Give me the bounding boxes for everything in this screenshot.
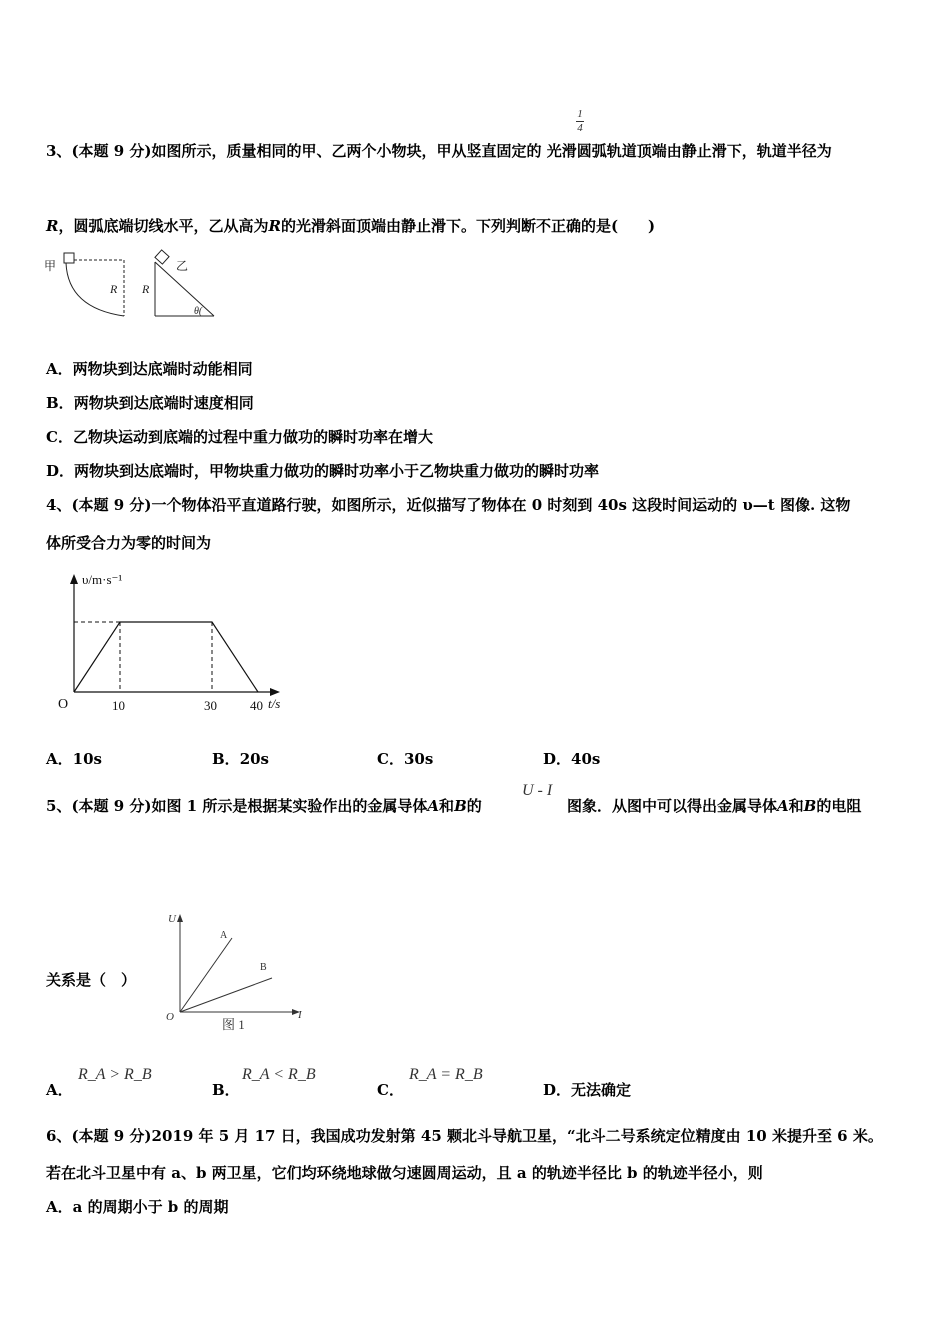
q5-fig-a: A	[220, 930, 228, 941]
q6-line1	[46, 1125, 883, 1146]
q3-text-b: ，圆弧底端切线水平，乙从高为	[58, 217, 269, 235]
q6-option-a-text: a 的周期小于 b 的周期	[72, 1198, 229, 1216]
q5-option-a-math: R_A > R_B	[78, 1066, 152, 1083]
vt-x-tick: 40	[250, 698, 263, 713]
q5-option-c-label: C．	[377, 1081, 404, 1099]
q3-fig-yi: 乙	[176, 259, 189, 273]
q5-option-d-text: 无法确定	[571, 1081, 632, 1099]
q5-and2: 和	[788, 797, 804, 815]
q5-option-a	[46, 1079, 73, 1100]
q5-option-c-math: R_A = R_B	[409, 1066, 483, 1083]
q3-fig-theta: θ(	[194, 306, 203, 317]
q5-line2	[46, 969, 136, 990]
q5-text-b: 关系是（ ）	[46, 971, 137, 989]
q3-fig-r1: R	[110, 282, 118, 296]
q6-number: 6、	[46, 1127, 72, 1145]
vt-x-tick: 30	[204, 698, 217, 713]
q5-option-b	[212, 1079, 240, 1100]
q5-b: B	[454, 797, 467, 815]
q3-option-b-label: B．	[46, 394, 74, 412]
vt-x-tick: 10	[112, 698, 125, 713]
q5-text-a2: 图象．从图中可以得出金属导体	[567, 797, 778, 815]
q4-option-d-text: 40s	[571, 750, 601, 768]
q6-tag: (本题 9 分)	[71, 1127, 152, 1145]
q5-ui-figure	[160, 908, 310, 1036]
q5-line1	[46, 795, 482, 816]
q5-line1b	[567, 795, 861, 816]
q6-line2	[46, 1162, 763, 1183]
q4-option-a	[46, 748, 102, 769]
q4-option-d	[543, 748, 600, 769]
q3-number: 3、	[46, 142, 72, 160]
q3-option-d	[46, 460, 599, 481]
q3-fraction	[576, 109, 584, 134]
q5-de: 的	[466, 797, 482, 815]
q5-text-a1: 如图 1 所示是根据某实验作出的金属导体	[151, 797, 428, 815]
q3-option-a-text: 两物块到达底端时动能相同	[72, 360, 253, 378]
q5-fig-caption: 图 1	[222, 1017, 245, 1032]
q5-option-b-math: R_A < R_B	[242, 1066, 316, 1083]
q5-option-a-label: A．	[46, 1081, 73, 1099]
q4-option-c-text: 30s	[403, 750, 434, 768]
q4-tag: (本题 9 分)	[71, 496, 152, 514]
q3-option-d-label: D．	[46, 462, 75, 480]
q3-tag: (本题 9 分)	[71, 142, 152, 160]
q3-r: R	[46, 217, 59, 235]
q5-line-b	[180, 978, 272, 1012]
q3-r2: R	[268, 217, 281, 235]
q4-line2	[46, 532, 211, 553]
q5-option-b-label: B．	[212, 1081, 240, 1099]
q6-text-a: 2019 年 5 月 17 日，我国成功发射第 45 颗北斗导航卫星，“北斗二号系统定位精度由 10 米提升至 6 米。	[151, 1127, 883, 1145]
q5-option-d-label: D．	[543, 1081, 572, 1099]
q5-u-arrow	[177, 914, 183, 922]
q6-option-a	[46, 1196, 229, 1217]
q3-block-yi	[155, 250, 169, 264]
q4-option-b-label: B．	[212, 750, 240, 768]
q4-option-c-label: C．	[377, 750, 404, 768]
q4-text-a: 一个物体沿平直道路行驶，如图所示，近似描写了物体在 0 时刻到 40s 这段时间运动的 υ—t 图像. 这物	[151, 496, 851, 514]
q3-frac-den: 4	[577, 122, 583, 134]
vt-ylabel: υ/m·s⁻¹	[82, 572, 123, 587]
q5-tag: (本题 9 分)	[71, 797, 152, 815]
q5-a2: A	[777, 797, 789, 815]
vt-xlabel: t/s	[268, 696, 281, 711]
q6-option-a-label: A．	[46, 1198, 73, 1216]
vt-series-line	[74, 622, 258, 692]
q3-option-c	[46, 426, 433, 447]
q5-fig-o: O	[166, 1011, 174, 1023]
q4-vt-chart	[54, 566, 294, 718]
q4-option-a-label: A．	[46, 750, 73, 768]
q4-option-c	[377, 748, 433, 769]
q5-option-d	[543, 1079, 631, 1100]
q3-frac-num: 1	[577, 108, 583, 120]
q3-line2	[46, 215, 655, 236]
q5-and: 和	[439, 797, 455, 815]
vt-x-arrow	[270, 688, 280, 696]
q3-figure	[44, 248, 224, 324]
q3-fig-r2: R	[142, 282, 150, 296]
q3-text-a: 如图所示，质量相同的甲、乙两个小物块，甲从竖直固定的 光滑圆弧轨道顶端由静止滑下，轨道半径为	[151, 142, 832, 160]
q5-option-c	[377, 1079, 404, 1100]
q3-block-jia	[64, 253, 74, 263]
q4-option-a-text: 10s	[72, 750, 102, 768]
q3-fig-jia: 甲	[44, 259, 57, 273]
q5-ui: U - I	[522, 782, 553, 799]
q3-option-d-text: 两物块到达底端时，甲物块重力做功的瞬时功率小于乙物块重力做功的瞬时功率	[74, 462, 600, 480]
q3-option-a	[46, 358, 253, 379]
q6-text-b: 若在北斗卫星中有 a、b 两卫星，它们均环绕地球做匀速圆周运动，且 a 的轨迹半径比 b 的轨迹半径小，则	[46, 1164, 763, 1182]
q3-text-b2: 的光滑斜面顶端由静止滑下。下列判断不正确的是( )	[280, 217, 656, 235]
q3-line1	[46, 140, 832, 161]
q4-option-b-text: 20s	[239, 750, 270, 768]
q5-fig-b: B	[260, 962, 267, 973]
q4-option-d-label: D．	[543, 750, 572, 768]
q5-fig-u: U	[168, 913, 176, 925]
q4-option-b	[212, 748, 269, 769]
vt-origin: O	[58, 697, 69, 712]
q5-a: A	[427, 797, 440, 815]
q3-option-b	[46, 392, 254, 413]
q5-b2: B	[803, 797, 817, 815]
vt-y-arrow	[70, 574, 78, 584]
q4-number: 4、	[46, 496, 72, 514]
q3-option-c-text: 乙物块运动到底端的过程中重力做功的瞬时功率在增大	[72, 428, 433, 446]
q5-fig-i: I	[298, 1009, 302, 1021]
q5-line-a	[180, 938, 232, 1012]
q4-line1	[46, 494, 850, 515]
q5-text-a3: 的电阻	[816, 797, 862, 815]
q3-option-a-label: A．	[46, 360, 73, 378]
q3-option-c-label: C．	[46, 428, 73, 446]
q3-option-b-text: 两物块到达底端时速度相同	[73, 394, 254, 412]
q4-text-b: 体所受合力为零的时间为	[46, 534, 212, 552]
q5-number: 5、	[46, 797, 72, 815]
